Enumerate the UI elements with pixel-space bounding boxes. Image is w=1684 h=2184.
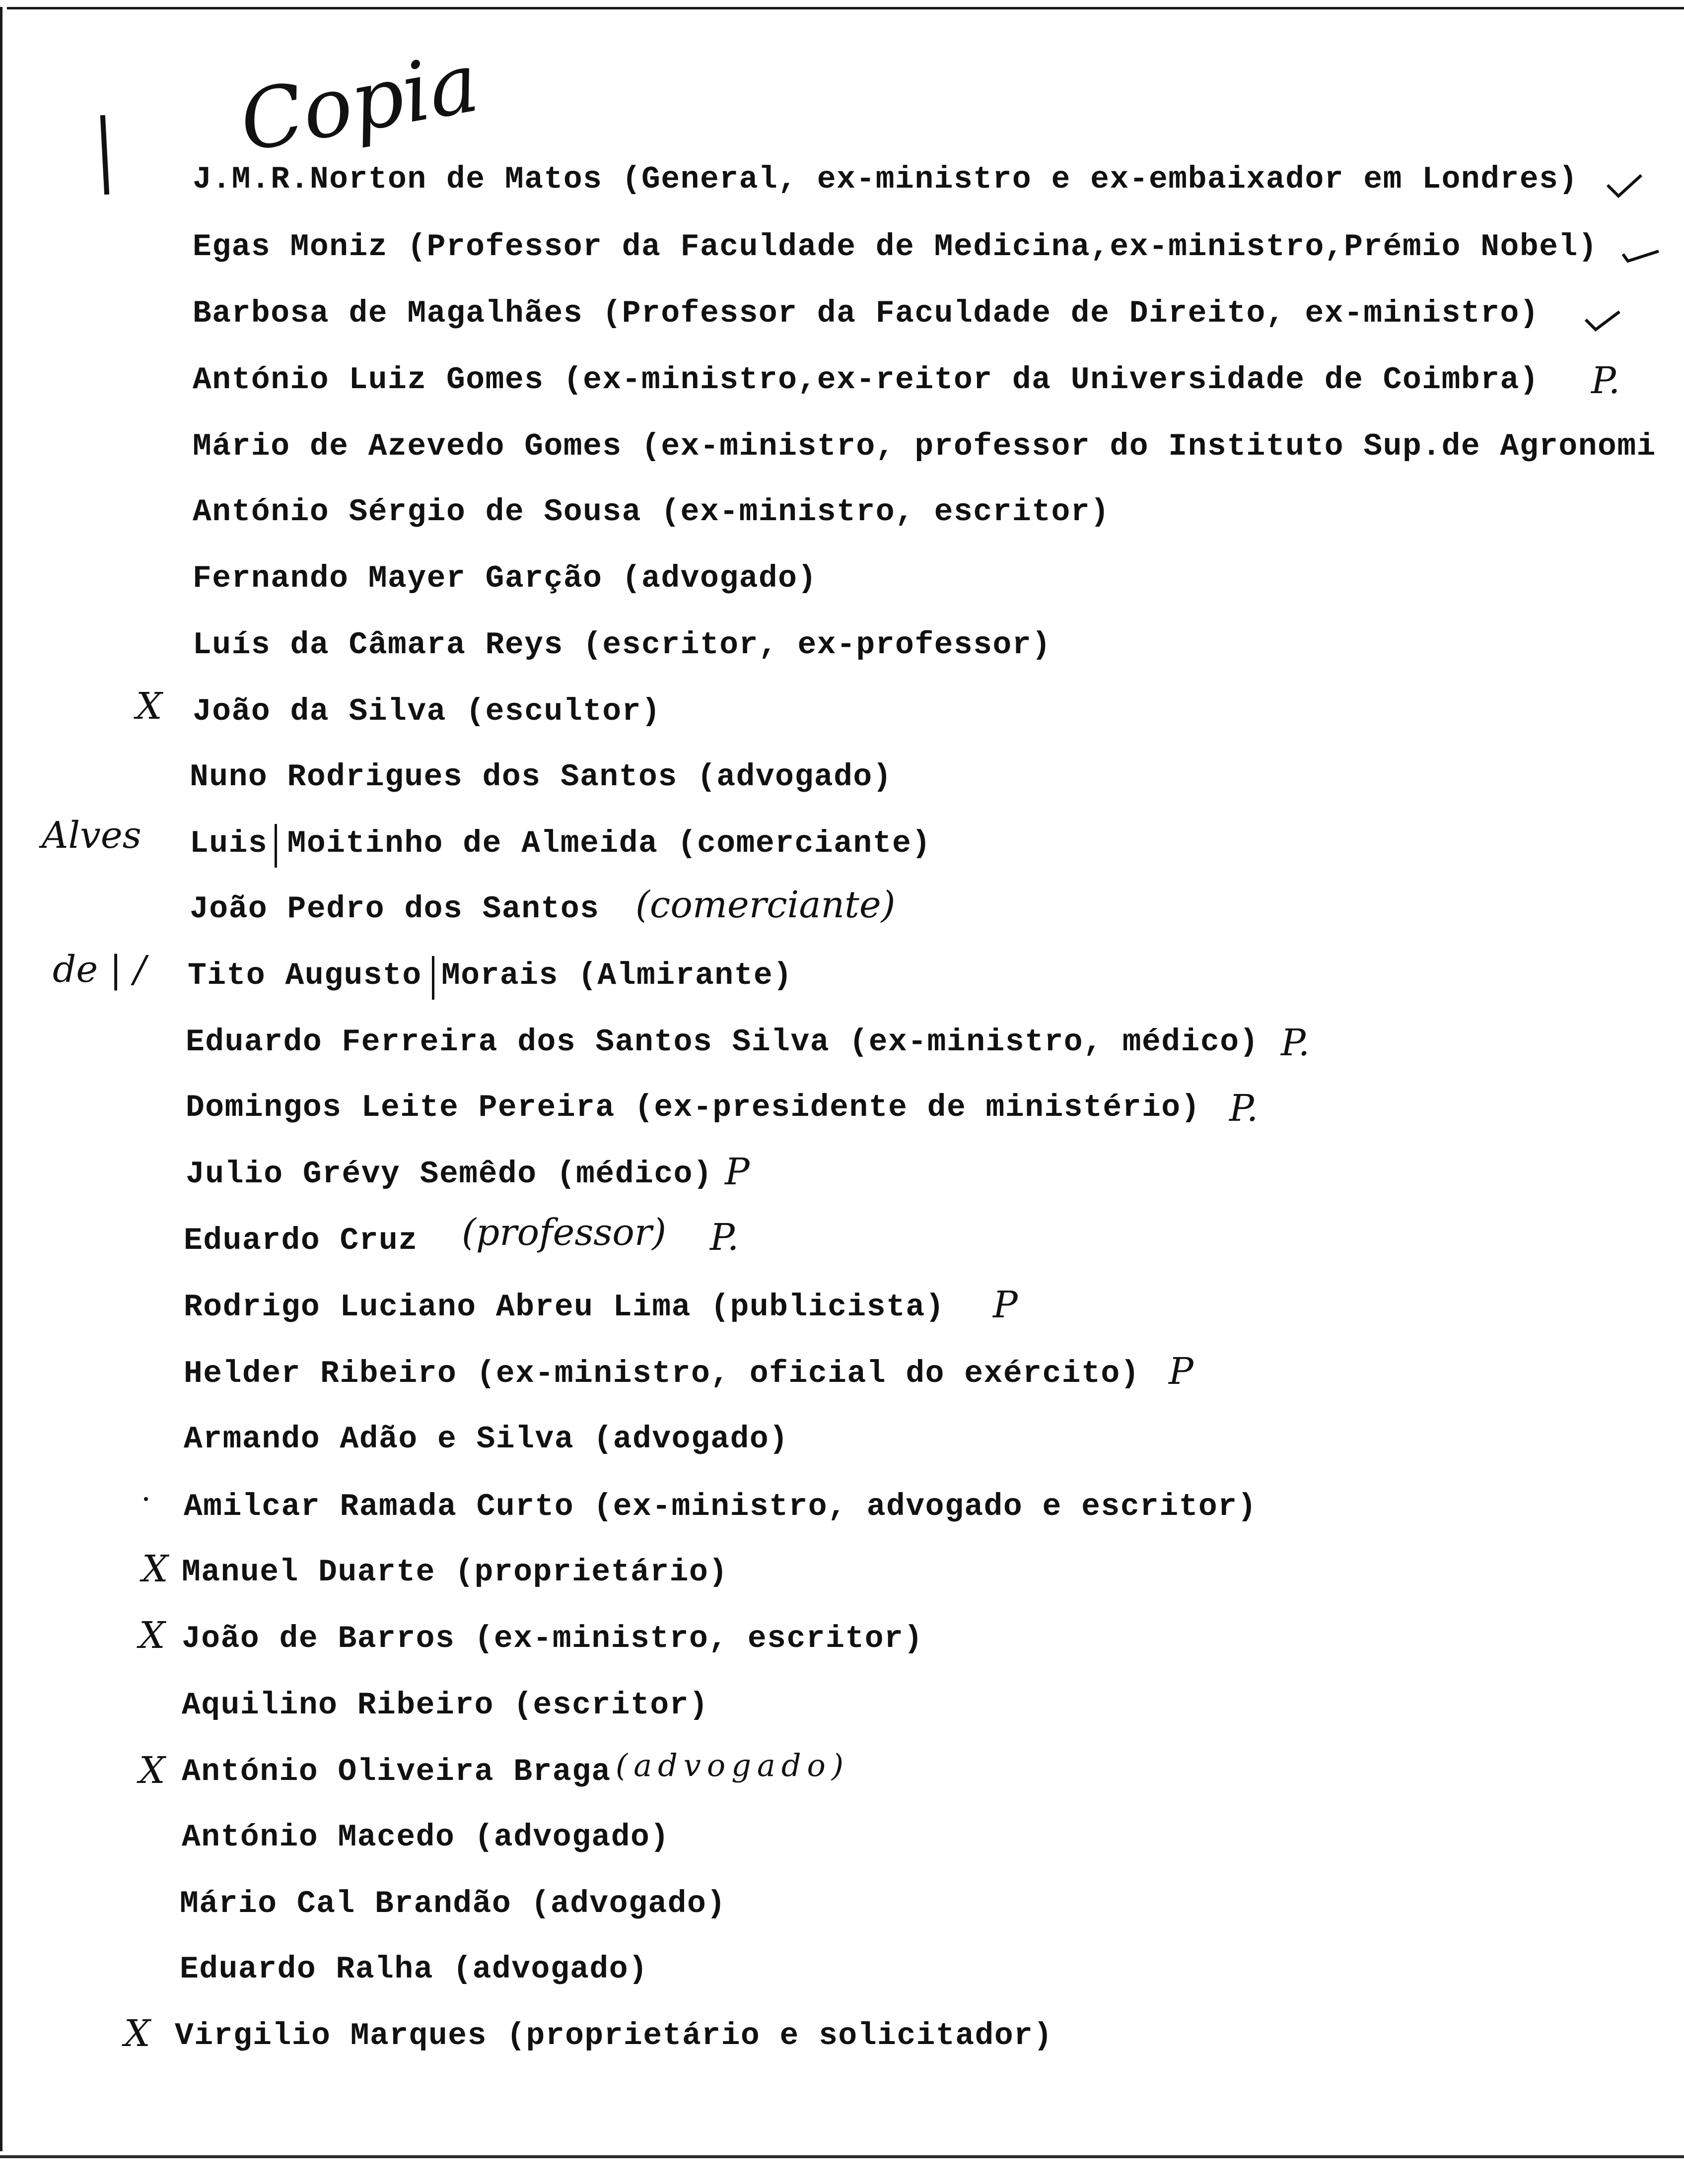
page-left-edge — [0, 7, 2, 2151]
list-item: Eduardo Cruz — [184, 1223, 418, 1258]
handwritten-note: (professor) — [462, 1211, 667, 1254]
handwritten-mark: P. — [1591, 359, 1620, 402]
list-item: J.M.R.Norton de Matos (General, ex-ministro e ex-embaixador em Londres) — [193, 162, 1578, 197]
x-mark-icon: X — [139, 1749, 165, 1792]
list-item: António Sérgio de Sousa (ex-ministro, escritor) — [193, 494, 1110, 530]
list-item: Tito Augusto Morais (Almirante) — [188, 958, 793, 993]
list-item: António Oliveira Braga — [182, 1754, 611, 1789]
list-item: Nuno Rodrigues dos Santos (advogado) — [190, 759, 893, 795]
x-mark-icon: X — [136, 685, 162, 728]
list-item: Eduardo Ralha (advogado) — [180, 1952, 648, 1987]
list-item: Egas Moniz (Professor da Faculdade de Medicina,ex-ministro,Prémio Nobel) — [193, 229, 1598, 265]
list-item: João Pedro dos Santos — [190, 891, 600, 927]
handwritten-mark: P — [725, 1151, 750, 1193]
margin-vertical-stroke — [100, 115, 109, 195]
list-item: António Macedo (advogado) — [182, 1820, 670, 1855]
list-item: Armando Adão e Silva (advogado) — [184, 1422, 789, 1457]
list-item: Mário de Azevedo Gomes (ex-ministro, professor do Instituto Sup.de Agronomi — [193, 429, 1656, 464]
list-item: João da Silva (escultor) — [193, 694, 661, 729]
x-mark-icon: X — [139, 1614, 165, 1657]
handwritten-mark: P. — [1281, 1022, 1310, 1064]
handwritten-mark: P — [993, 1284, 1018, 1326]
list-item: Virgilio Marques (proprietário e solicitador) — [175, 2018, 1053, 2053]
list-item: Rodrigo Luciano Abreu Lima (publicista) — [184, 1290, 945, 1325]
checkmark-icon — [1621, 239, 1661, 264]
list-item: Helder Ribeiro (ex-ministro, oficial do exército) — [184, 1356, 1140, 1391]
list-item: Domingos Leite Pereira (ex-presidente de ministério) — [186, 1090, 1200, 1125]
list-item: Luís da Câmara Reys (escritor, ex-professor) — [193, 627, 1052, 663]
checkmark-icon — [1605, 171, 1644, 201]
stray-dot — [144, 1497, 148, 1501]
page-bottom-edge — [0, 2155, 1684, 2158]
list-item: Julio Grévy Semêdo (médico) — [186, 1157, 713, 1192]
list-item: Manuel Duarte (proprietário) — [182, 1555, 728, 1590]
handwritten-title: Copia — [232, 34, 486, 170]
list-item: António Luiz Gomes (ex-ministro,ex-reitor da Universidade de Coimbra) — [193, 362, 1540, 398]
page-top-edge — [7, 7, 1684, 9]
x-mark-icon: X — [142, 1548, 168, 1590]
list-item: Amilcar Ramada Curto (ex-ministro, advogado e escritor) — [184, 1489, 1257, 1524]
handwritten-margin-note: de | / — [53, 948, 146, 991]
handwritten-note: (advogado) — [616, 1747, 850, 1783]
list-item: Aquilino Ribeiro (escritor) — [182, 1688, 709, 1723]
list-item: Barbosa de Magalhães (Professor da Faculdade de Direito, ex-ministro) — [193, 296, 1540, 331]
handwritten-mark: P. — [710, 1216, 739, 1259]
handwritten-margin-note: Alves — [42, 814, 141, 857]
x-mark-icon: X — [124, 2012, 150, 2055]
list-item: Eduardo Ferreira dos Santos Silva (ex-ministro, médico) — [186, 1024, 1259, 1060]
list-item: Mário Cal Brandão (advogado) — [180, 1886, 726, 1921]
handwritten-note: (comerciante) — [635, 884, 896, 926]
list-item: Luis Moitinho de Almeida (comerciante) — [190, 826, 931, 861]
handwritten-mark: P. — [1229, 1087, 1259, 1130]
list-item: Fernando Mayer Garção (advogado) — [193, 561, 817, 596]
checkmark-icon — [1583, 307, 1622, 335]
list-item: João de Barros (ex-ministro, escritor) — [182, 1621, 923, 1656]
handwritten-mark: P — [1169, 1350, 1193, 1393]
